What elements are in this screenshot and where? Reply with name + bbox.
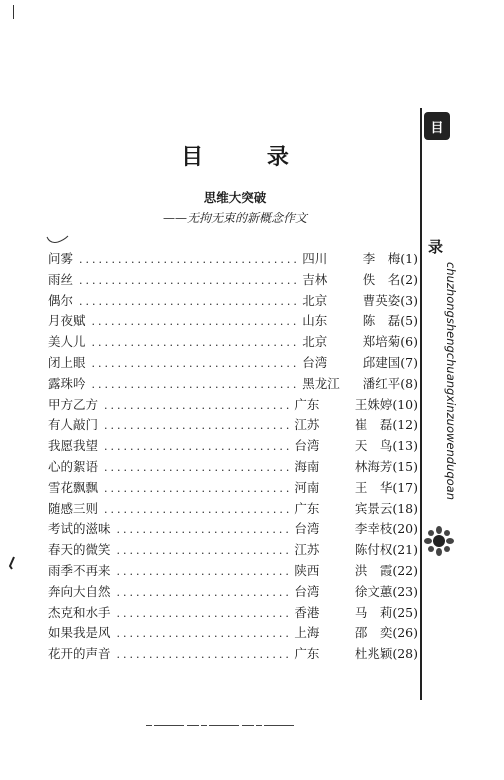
dot-leader: [92, 378, 299, 391]
section-subtitle: ——无拘无束的新概念作文: [162, 211, 307, 225]
entry-region: 吉林: [302, 271, 328, 287]
entry-title: 闭上眼: [48, 354, 86, 370]
entry-region: 广东: [294, 500, 320, 516]
entry-author: 徐文蕙: [354, 583, 393, 599]
entry-region: 黑龙江: [302, 375, 340, 391]
dot-leader: [117, 648, 291, 661]
dot-leader: [104, 503, 290, 516]
entry-title: 心的絮语: [48, 458, 99, 474]
dot-leader: [117, 607, 291, 620]
entry-author: 曹英姿: [362, 292, 401, 308]
entry-author: 马 莉: [354, 604, 393, 620]
entry-region: 香港: [294, 604, 320, 620]
toc-entry: [48, 623, 418, 644]
dot-leader: [104, 461, 290, 474]
toc-entry: [48, 582, 418, 603]
toc-entry: [48, 436, 418, 457]
entry-page-number: (23): [392, 583, 418, 599]
dot-leader: [104, 440, 290, 453]
entry-title: 雪花飘飘: [48, 479, 99, 495]
entry-page-number: (5): [400, 313, 418, 329]
entry-title: 有人敲门: [48, 417, 99, 433]
entry-region: 广东: [294, 396, 320, 412]
entry-region: 台湾: [302, 354, 328, 370]
entry-page-number: (21): [392, 542, 418, 558]
entry-author: 邱建国: [362, 354, 401, 370]
toc-entry: [48, 415, 418, 436]
entry-page-number: (1): [400, 251, 418, 266]
dot-leader: [79, 253, 298, 266]
entry-region: 陕西: [294, 562, 320, 578]
toc-entry: [48, 644, 418, 665]
entry-title: 雨季不再来: [48, 562, 111, 578]
entry-page-number: (10): [392, 396, 418, 412]
entry-author: 邵 奕: [354, 625, 393, 641]
dot-leader: [104, 399, 290, 412]
dot-leader: [117, 627, 291, 640]
top-margin-mark: [12, 4, 15, 18]
dot-leader: [79, 274, 298, 287]
entry-page-number: (22): [392, 562, 418, 578]
dot-leader: [117, 565, 291, 578]
side-pinyin-text: chuzhongshengchuangxinzuowenduqoan: [444, 262, 458, 501]
entry-author: 杜兆颖: [354, 646, 393, 662]
entry-region: 台湾: [294, 521, 320, 537]
entry-region: 海南: [294, 458, 320, 474]
entry-region: 台湾: [294, 438, 320, 454]
entry-page-number: (7): [400, 354, 418, 370]
entry-page-number: (26): [392, 625, 418, 641]
toc-entry: [48, 395, 418, 416]
entry-page-number: (6): [400, 334, 418, 350]
toc-entry: [48, 561, 418, 582]
toc-entry: [48, 374, 418, 395]
entry-title: 杰克和水手: [48, 604, 111, 620]
entry-page-number: (8): [400, 375, 418, 391]
toc-entry: [48, 603, 418, 624]
entry-region: 四川: [302, 251, 328, 266]
entry-author: 佚 名: [362, 271, 401, 287]
toc-entry: [48, 291, 418, 312]
entry-author: 洪 霞: [354, 562, 393, 578]
entry-author: 天 鸟: [354, 438, 393, 454]
dot-leader: [117, 586, 291, 599]
entry-title: 露珠吟: [48, 375, 86, 391]
entry-title: 花开的声音: [48, 646, 111, 662]
entry-author: 郑培菊: [362, 334, 401, 350]
entry-author: 林海芳: [354, 458, 393, 474]
entry-page-number: (28): [392, 646, 418, 662]
entry-title: 奔向大自然: [48, 583, 111, 599]
entry-region: 台湾: [294, 583, 320, 599]
entry-title: 偶尔: [48, 292, 74, 308]
toc-entry: [48, 478, 418, 499]
toc-entry: [48, 249, 418, 270]
toc-list: [48, 249, 418, 665]
side-char-label: 录: [428, 238, 444, 256]
entry-author: 陈付权: [354, 542, 393, 558]
entry-author: 王姝婷: [354, 396, 393, 412]
entry-title: 我愿我望: [48, 438, 99, 454]
entry-region: 江苏: [294, 417, 320, 433]
entry-region: 江苏: [294, 542, 320, 558]
bottom-page-rule: [146, 712, 296, 715]
toc-entry: [48, 270, 418, 291]
entry-author: 潘红平: [362, 375, 401, 391]
dot-leader: [79, 295, 298, 308]
entry-page-number: (3): [400, 292, 418, 308]
page-title: 目 录: [181, 145, 317, 170]
side-divider-line: [420, 108, 422, 700]
entry-region: 北京: [302, 334, 328, 350]
dot-leader: [104, 482, 290, 495]
dot-leader: [92, 336, 299, 349]
entry-author: 陈 磊: [362, 313, 401, 329]
entry-title: 雨丝: [48, 271, 74, 287]
dot-leader: [117, 523, 291, 536]
toc-entry: [48, 540, 418, 561]
toc-entry: [48, 332, 418, 353]
margin-check-mark: [8, 555, 16, 569]
entry-region: 北京: [302, 292, 328, 308]
dot-leader: [92, 315, 299, 328]
entry-title: 春天的微笑: [48, 542, 111, 558]
section-title: 思维大突破: [203, 190, 267, 205]
entry-author: 李幸枝: [354, 521, 393, 537]
entry-title: 考试的滋味: [48, 521, 111, 537]
dot-leader: [104, 419, 290, 432]
entry-title: 月夜赋: [48, 313, 86, 329]
entry-author: 王 华: [354, 479, 393, 495]
entry-page-number: (15): [392, 458, 418, 474]
entry-page-number: (2): [400, 271, 418, 287]
toc-entry: [48, 499, 418, 520]
entry-title: 美人儿: [48, 334, 86, 350]
dot-leader: [92, 357, 299, 370]
entry-page-number: (20): [392, 521, 418, 537]
entry-page-number: (17): [392, 479, 418, 495]
entry-region: 上海: [294, 625, 320, 641]
entry-page-number: (13): [392, 438, 418, 454]
flower-ornament-icon: [424, 526, 454, 556]
entry-page-number: (12): [392, 417, 418, 433]
entry-title: 随感三则: [48, 500, 99, 516]
entry-title: 甲方乙方: [48, 396, 99, 412]
toc-entry: [48, 457, 418, 478]
entry-author: 李 梅: [362, 251, 401, 266]
side-tab-label: 目: [424, 112, 450, 140]
entry-title: 如果我是风: [48, 625, 111, 641]
entry-page-number: (18): [392, 500, 418, 516]
entry-region: 广东: [294, 646, 320, 662]
entry-region: 山东: [302, 313, 328, 329]
hand-mark-decoration: [46, 230, 70, 240]
toc-entry: [48, 519, 418, 540]
entry-region: 河南: [294, 479, 320, 495]
toc-entry: [48, 353, 418, 374]
entry-title: 问雾: [48, 251, 74, 266]
entry-author: 崔 磊: [354, 417, 393, 433]
entry-author: 宾景云: [354, 500, 393, 516]
dot-leader: [117, 544, 291, 557]
entry-page-number: (25): [392, 604, 418, 620]
toc-entry: [48, 311, 418, 332]
